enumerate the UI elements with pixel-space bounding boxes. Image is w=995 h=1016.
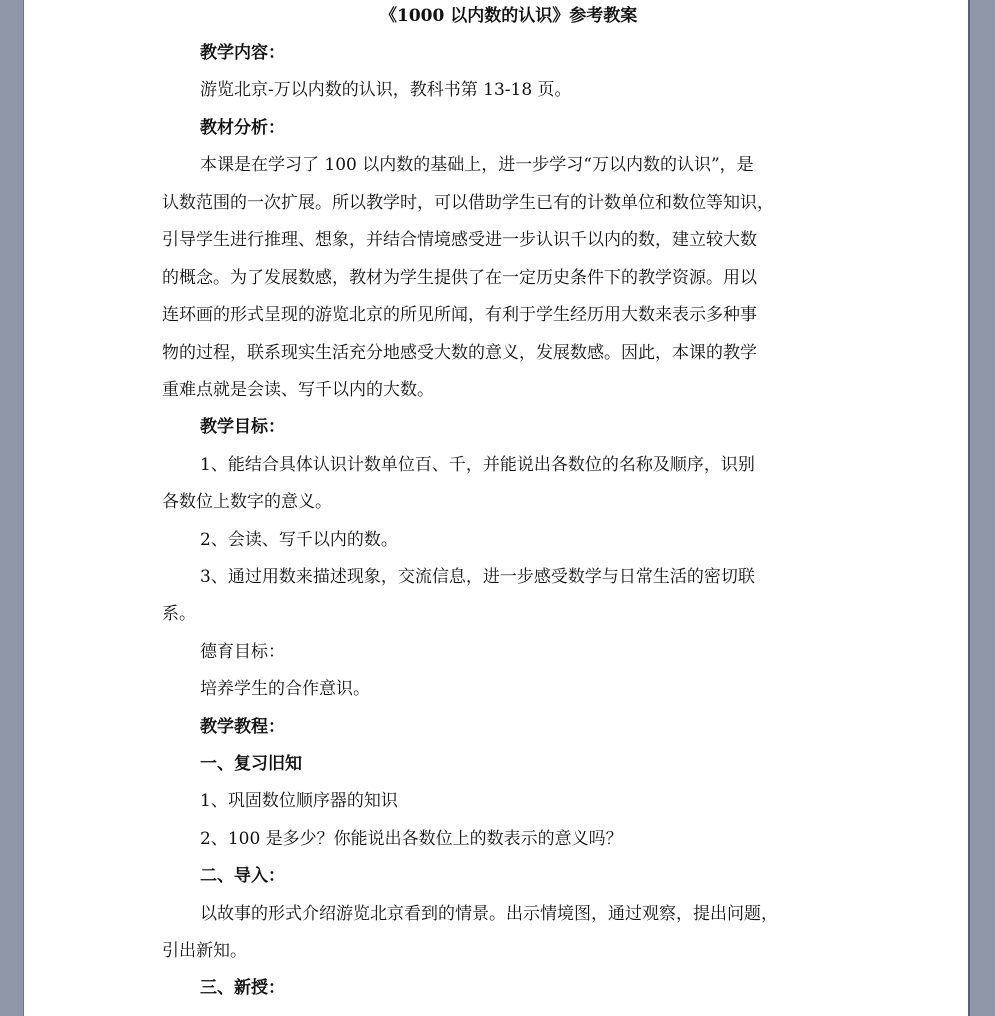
heading-teaching-goals: 教学目标： (200, 417, 285, 437)
section-heading-review: 一、复习旧知 (200, 754, 302, 774)
list-item: 2、100 是多少？你能说出各数位上的数表示的意义吗？ (200, 829, 623, 849)
paragraph-line: 重难点就是会读、写千以内的大数。 (162, 380, 434, 400)
list-item: 3、通过用数来描述现象，交流信息，进一步感受数学与日常生活的密切联 (200, 567, 755, 587)
heading-teaching-content: 教学内容： (200, 43, 285, 63)
list-item: 1、能结合具体认识计数单位百、千，并能说出各数位的名称及顺序，识别 (200, 455, 755, 475)
section-heading-introduction: 二、导入： (200, 866, 285, 886)
heading-material-analysis: 教材分析： (200, 118, 285, 138)
section-heading-new-lesson: 三、新授： (200, 978, 285, 998)
heading-teaching-process: 教学教程： (200, 717, 285, 737)
list-item: 2、会读、写千以内的数。 (200, 530, 398, 550)
list-item-continuation: 各数位上数字的意义。 (162, 492, 332, 512)
list-item: 1、巩固数位顺序器的知识 (200, 791, 398, 811)
paragraph-line: 引出新知。 (162, 941, 247, 961)
paragraph-line: 物的过程，联系现实生活充分地感受大数的意义，发展数感。因此，本课的教学 (162, 343, 757, 363)
paragraph-line: 游览北京-万以内数的认识，教科书第 13-18 页。 (200, 80, 572, 100)
list-item-continuation: 系。 (162, 604, 196, 624)
paragraph-line: 认数范围的一次扩展。所以教学时，可以借助学生已有的计数单位和数位等知识， (162, 193, 774, 213)
paragraph-line: 培养学生的合作意识。 (200, 679, 370, 699)
document-title: 《1000 以内数的认识》参考教案 (380, 6, 638, 26)
document-page (24, 0, 968, 1016)
paragraph-line: 的概念。为了发展数感，教材为学生提供了在一定历史条件下的教学资源。用以 (162, 268, 757, 288)
heading-moral-goals: 德育目标： (200, 642, 285, 662)
paragraph-line: 本课是在学习了 100 以内数的基础上，进一步学习“万以内数的认识”，是 (200, 155, 754, 175)
paragraph-line: 引导学生进行推理、想象，并结合情境感受进一步认识千以内的数，建立较大数 (162, 230, 757, 250)
paragraph-line: 以故事的形式介绍游览北京看到的情景。出示情境图，通过观察，提出问题， (200, 904, 778, 924)
paragraph-line: 连环画的形式呈现的游览北京的所见所闻，有利于学生经历用大数来表示多种事 (162, 305, 757, 325)
